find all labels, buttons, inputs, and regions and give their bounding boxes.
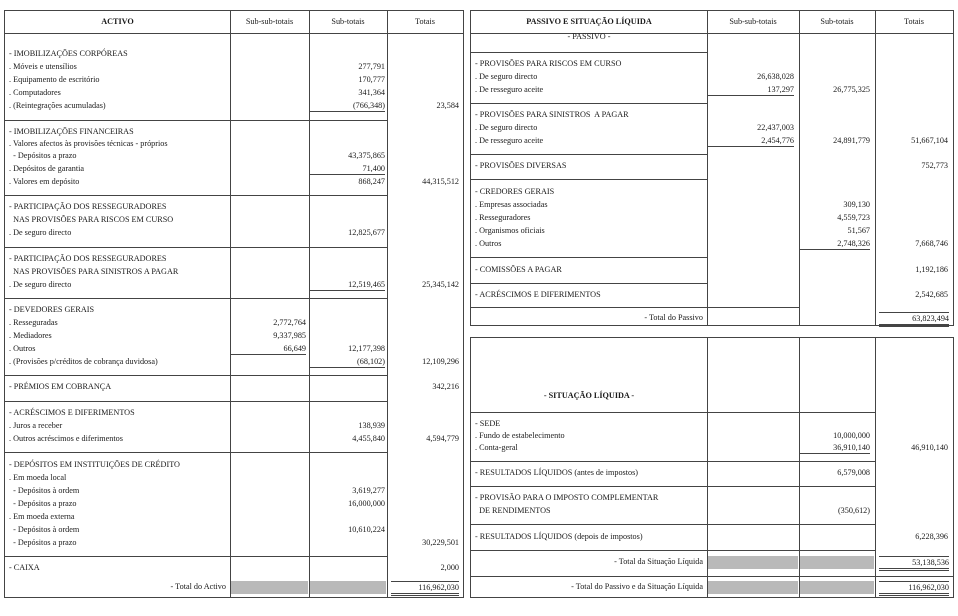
row-value-sub: 277,791 [358,62,385,71]
table-row [5,126,463,138]
passivo-header-subsub: Sub-sub-totais [729,17,777,26]
table-row [5,87,463,99]
table-row [5,266,463,278]
table-row [5,227,463,239]
table-row [5,330,463,342]
table-row [5,163,463,175]
table-row [5,511,463,523]
table-row [5,201,463,213]
row-label: . De seguro directo [9,228,72,237]
row-value-sub: 138,939 [358,421,385,430]
row-value-total: 25,345,142 [422,280,459,289]
total-passivo-value: 63,823,494 [879,312,949,327]
table-row [5,100,463,112]
row-value-total: 46,910,140 [911,443,948,452]
table-row [5,498,463,510]
table-row [5,279,463,291]
table-row [5,407,463,419]
row-label: . Valores em depósito [9,177,80,186]
row-label: - IMOBILIZAÇÕES CORPÓREAS [9,49,128,58]
row-value-subsub: 9,337,985 [273,331,306,340]
row-value-total: 4,594,779 [426,434,459,443]
row-value-sub: 868,247 [358,177,385,186]
table-row [471,122,953,134]
table-row [471,238,953,250]
total-activo-value: 116,962,030 [391,581,459,596]
row-value-subsub: 2,454,776 [708,135,794,147]
table-row [5,61,463,73]
table-row [471,264,953,276]
situacao-liquida-table [470,337,954,598]
table-row [471,212,953,224]
table-row [5,48,463,60]
row-label: - PROVISÕES PARA SINISTROS A PAGAR [475,110,629,119]
table-row [471,135,953,147]
row-label: . Em moeda externa [9,512,75,521]
row-label: . Resseguradas [9,318,58,327]
table-row [471,71,953,83]
total-passivo-situacao-value: 116,962,030 [879,581,949,596]
row-value-sub: 71,400 [310,163,385,175]
passivo-header [471,11,953,33]
row-label: - COMISSÕES A PAGAR [475,265,562,274]
row-label: . Em moeda local [9,473,67,482]
row-label: - ACRÉSCIMOS E DIFERIMENTOS [475,290,601,299]
row-value-sub: 341,364 [358,88,385,97]
row-label: - Depósitos a prazo [9,151,77,160]
row-label: - IMOBILIZAÇÕES FINANCEIRAS [9,127,134,136]
row-label: . Outros acréscimos e diferimentos [9,434,123,443]
passivo-header-label: PASSIVO E SITUAÇÃO LÍQUIDA [526,17,652,26]
table-row [5,524,463,536]
table-row [471,84,953,96]
row-label: . De resseguro aceite [475,136,544,145]
row-label: . Fundo de estabelecimento [475,431,565,440]
row-label: NAS PROVISÕES PARA RISCOS EM CURSO [9,215,174,224]
total-passivo-situacao-label: - Total do Passivo e da Situação Líquida [571,582,703,591]
row-label: - DEPÓSITOS EM INSTITUIÇÕES DE CRÉDITO [9,460,180,469]
table-row [5,253,463,265]
table-row [5,343,463,355]
row-value-total: 342,216 [432,382,459,391]
table-row [471,492,953,504]
row-label: . (Reintegrações acumuladas) [9,101,106,110]
row-label: . De resseguro aceite [475,85,544,94]
row-label: . Resseguradores [475,213,531,222]
row-value-total: 2,542,685 [915,290,948,299]
table-row [471,418,953,430]
row-value-subsub: 66,649 [231,343,306,355]
total-situacao-label: - Total da Situação Líquida [614,557,703,566]
row-value-sub: 16,000,000 [348,499,385,508]
row-label: - CREDORES GERAIS [475,187,555,196]
row-value-sub: (68,102) [310,356,385,368]
row-value-total: 7,668,746 [915,239,948,248]
row-value-sub: 4,559,723 [837,213,870,222]
row-value-sub: 24,891,779 [833,136,870,145]
row-label: . Computadores [9,88,61,97]
situacao-title: - SITUAÇÃO LÍQUIDA - [543,391,635,400]
total-activo-label: - Total do Activo [170,582,226,591]
row-value-sub: 26,775,325 [833,85,870,94]
table-row [5,176,463,188]
row-label: - PRÉMIOS EM COBRANÇA [9,382,112,391]
row-label: . Depósitos de garantia [9,164,85,173]
row-value-sub: 12,519,465 [310,279,385,291]
row-value-sub: 51,567 [847,226,870,235]
table-row [471,186,953,198]
table-row [471,160,953,172]
row-label: - SEDE [475,419,501,428]
row-value-total: 12,109,296 [422,357,459,366]
row-label: . Juros a receber [9,421,63,430]
passivo-subtitle: - PASSIVO - [567,32,611,41]
row-label: - PARTICIPAÇÃO DOS RESSEGURADORES [9,254,167,263]
table-row [471,505,953,517]
row-label: - PARTICIPAÇÃO DOS RESSEGURADORES [9,202,167,211]
total-passivo-label: - Total do Passivo [644,313,703,322]
table-row [471,199,953,211]
table-row [5,356,463,368]
row-value-sub: 12,177,398 [348,344,385,353]
row-value-total: 30,229,501 [422,538,459,547]
table-row [5,138,463,150]
row-label: - PROVISÃO PARA O IMPOSTO COMPLEMENTAR [475,493,659,502]
row-value-sub: 309,130 [843,200,870,209]
row-value-subsub: 26,638,028 [757,72,794,81]
table-row [5,214,463,226]
row-value-sub: (766,348) [310,100,385,112]
row-value-subsub: 2,772,764 [273,318,306,327]
table-row [5,317,463,329]
row-label: . Valores afectos às provisões técnicas - próprios [9,139,168,148]
activo-header-subsub: Sub-sub-totais [245,17,294,26]
row-value-sub: 10,000,000 [833,431,870,440]
row-value-subsub: 137,297 [708,84,794,96]
total-situacao-value: 53,138,536 [879,556,949,571]
table-row [5,304,463,316]
table-row [5,381,463,393]
table-row [471,430,953,442]
row-label: - DEVEDORES GERAIS [9,305,95,314]
row-label: . Outros [9,344,36,353]
row-value-sub: 3,619,277 [352,486,385,495]
activo-header-sub: Sub-totais [331,17,365,26]
row-label: - Depósitos a prazo [9,499,77,508]
table-row [5,562,463,574]
row-label: - Depósitos a prazo [9,538,77,547]
table-row [5,485,463,497]
row-label: DE RENDIMENTOS [475,506,551,515]
row-label: - Depósitos à ordem [9,525,80,534]
table-row [471,109,953,121]
row-value-sub: 12,825,677 [348,228,385,237]
row-value-total: 6,228,396 [915,532,948,541]
row-value-subsub: 22,437,003 [757,123,794,132]
row-value-sub: 36,910,140 [800,442,870,454]
row-value-total: 51,667,104 [911,136,948,145]
row-value-sub: 170,777 [358,75,385,84]
row-value-total: 1,192,186 [915,265,948,274]
row-value-sub: 4,455,840 [352,434,385,443]
passivo-header-sub: Sub-totais [820,17,854,26]
row-value-total: 44,315,512 [422,177,459,186]
row-value-sub: 43,375,865 [348,151,385,160]
row-label: - PROVISÕES DIVERSAS [475,161,567,170]
table-row [471,225,953,237]
row-label: . De seguro directo [475,72,538,81]
row-value-sub: 6,579,008 [837,468,870,477]
row-value-sub: (350,612) [837,506,870,515]
row-label: . Mediadores [9,331,52,340]
row-label: . Equipamento de escritório [9,75,100,84]
table-row [471,531,953,543]
row-label: . Móveis e utensílios [9,62,77,71]
table-row [5,472,463,484]
activo-header-totais: Totais [415,17,435,26]
table-row [471,58,953,70]
row-label: . De seguro directo [475,123,538,132]
table-row [5,150,463,162]
table-row [471,289,953,301]
passivo-header-totais: Totais [904,17,924,26]
table-row [5,74,463,86]
table-row [5,420,463,432]
row-label: . Empresas associadas [475,200,548,209]
row-label: - Depósitos à ordem [9,486,80,495]
table-row [471,442,953,454]
table-row [5,459,463,471]
row-label: - RESULTADOS LÍQUIDOS (antes de impostos) [475,468,639,477]
table-row [471,467,953,479]
row-label: - RESULTADOS LÍQUIDOS (depois de impostos) [475,532,643,541]
row-label: . (Provisões p/créditos de cobrança duvidosa) [9,357,158,366]
row-label: NAS PROVISÕES PARA SINISTROS A PAGAR [9,267,179,276]
row-value-sub: 10,610,224 [348,525,385,534]
row-label: . Conta-geral [475,443,518,452]
activo-header [5,11,463,33]
row-value-sub: 2,748,326 [800,238,870,250]
activo-header-label: ACTIVO [101,17,134,26]
row-label: . Organismos oficiais [475,226,545,235]
row-label: - CAIXA [9,563,40,572]
table-row [5,433,463,445]
activo-table [4,10,464,598]
row-label: - ACRÉSCIMOS E DIFERIMENTOS [9,408,135,417]
row-value-total: 23,584 [436,101,459,110]
row-label: . De seguro directo [9,280,72,289]
passivo-table [470,10,954,326]
row-label: . Outros [475,239,502,248]
row-value-total: 752,773 [921,161,948,170]
row-value-total: 2,000 [440,563,459,572]
row-label: - PROVISÕES PARA RISCOS EM CURSO [475,59,622,68]
table-row [5,537,463,549]
